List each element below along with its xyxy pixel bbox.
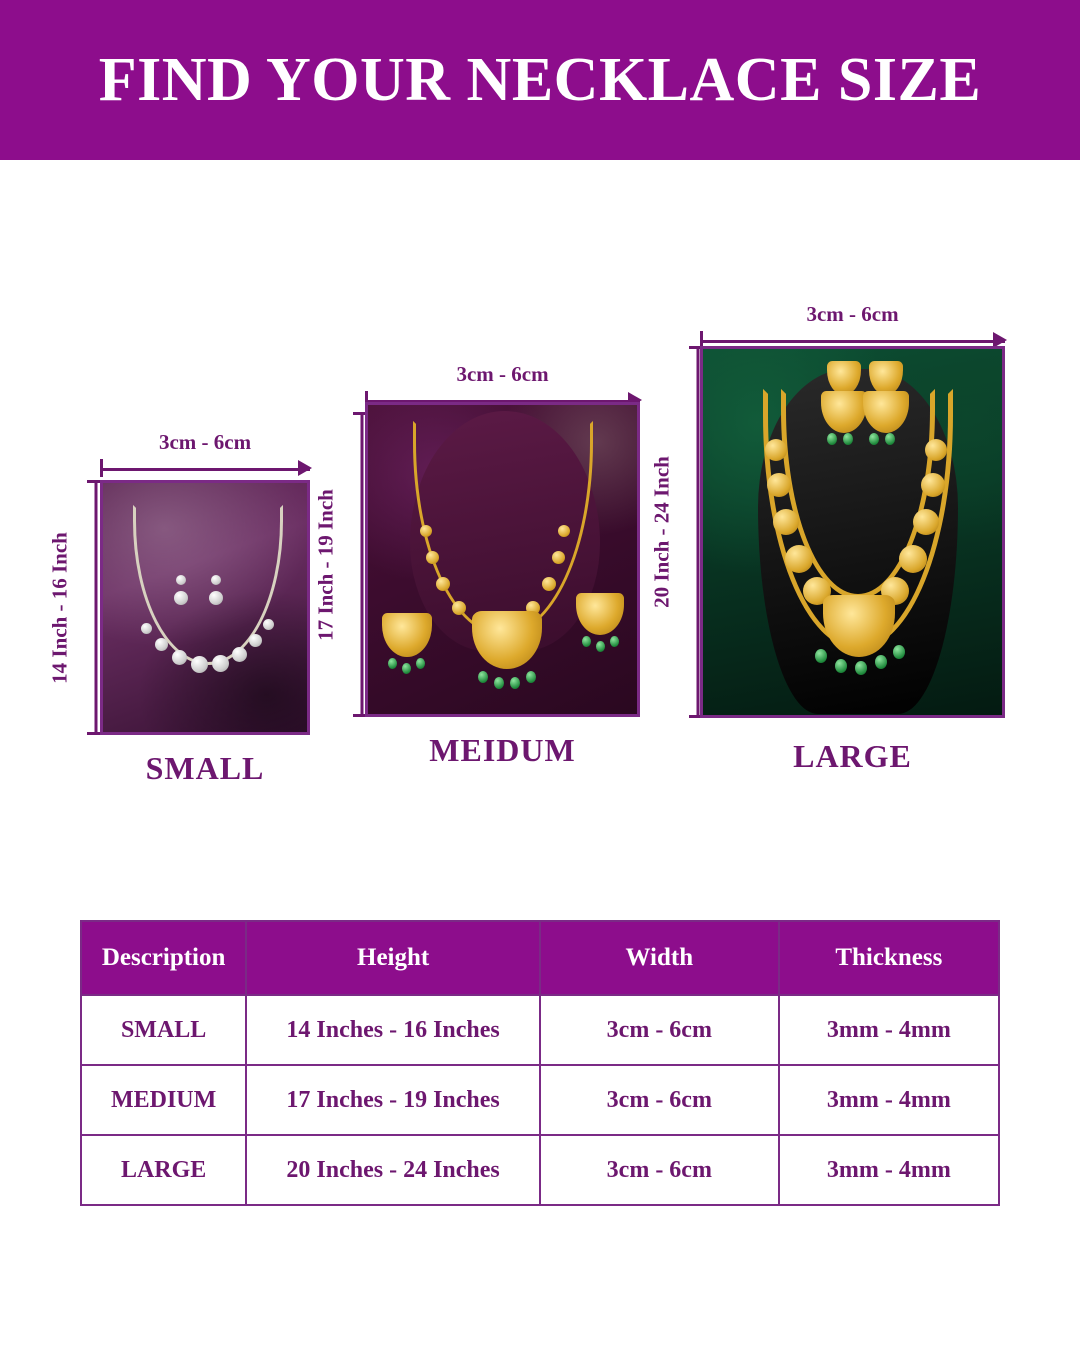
measure-line bbox=[361, 412, 364, 717]
measure-arrow-right bbox=[298, 460, 312, 476]
small-bead bbox=[232, 647, 247, 662]
large-green-drop bbox=[835, 659, 847, 673]
medium-earring-drop bbox=[596, 641, 605, 652]
table-cell-description: LARGE bbox=[81, 1135, 246, 1205]
large-necklace-photo bbox=[700, 346, 1005, 718]
small-necklace-photo bbox=[100, 480, 310, 735]
table-cell-thickness: 3mm - 4mm bbox=[779, 1135, 999, 1205]
table-row bbox=[81, 1065, 999, 1135]
medium-earring-drop bbox=[416, 658, 425, 669]
large-earring-drop bbox=[843, 433, 853, 445]
medium-green-drop bbox=[526, 671, 536, 683]
small-earring-left bbox=[176, 575, 186, 585]
small-bead bbox=[263, 619, 274, 630]
medium-earring-drop bbox=[582, 636, 591, 647]
large-green-drop bbox=[855, 661, 867, 675]
medium-earring-drop bbox=[402, 663, 411, 674]
small-bead bbox=[191, 656, 208, 673]
large-motif bbox=[773, 509, 799, 535]
medium-card-title: MEIDUM bbox=[429, 732, 576, 768]
large-green-drop bbox=[893, 645, 905, 659]
large-motif bbox=[785, 545, 813, 573]
table-cell-height: 20 Inches - 24 Inches bbox=[246, 1135, 540, 1205]
small-card-title: SMALL bbox=[145, 750, 265, 786]
table-cell-height: 14 Inches - 16 Inches bbox=[246, 995, 540, 1065]
measure-line bbox=[700, 340, 1005, 343]
medium-bead bbox=[558, 525, 570, 537]
large-earring-drop bbox=[869, 433, 879, 445]
size-cards bbox=[0, 290, 1080, 820]
small-height-label: 14 Inch - 16 Inch bbox=[47, 531, 72, 684]
medium-green-drop bbox=[494, 677, 504, 689]
large-motif bbox=[913, 509, 939, 535]
large-motif bbox=[921, 473, 945, 497]
small-bead bbox=[141, 623, 152, 634]
large-motif bbox=[899, 545, 927, 573]
small-bead bbox=[212, 655, 229, 672]
small-bead bbox=[172, 650, 187, 665]
medium-bead bbox=[542, 577, 556, 591]
large-card-title: LARGE bbox=[793, 738, 912, 774]
medium-green-drop bbox=[478, 671, 488, 683]
large-height-label: 20 Inch - 24 Inch bbox=[649, 456, 674, 608]
table-cell-thickness: 3mm - 4mm bbox=[779, 1065, 999, 1135]
medium-bead bbox=[426, 551, 439, 564]
size-table-wrapper bbox=[80, 920, 1000, 1206]
table-cell-description: SMALL bbox=[81, 995, 246, 1065]
table-row bbox=[81, 1135, 999, 1205]
table-header-description: Description bbox=[81, 921, 246, 995]
page-title: FIND YOUR NECKLACE SIZE bbox=[98, 45, 982, 114]
large-width-label: 3cm - 6cm bbox=[806, 302, 899, 326]
page-header bbox=[0, 0, 1080, 160]
small-earring-left bbox=[174, 591, 188, 605]
measure-line bbox=[95, 480, 98, 735]
small-bead bbox=[249, 634, 262, 647]
table-cell-description: MEDIUM bbox=[81, 1065, 246, 1135]
large-motif bbox=[767, 473, 791, 497]
large-motif bbox=[925, 439, 947, 461]
size-table-body bbox=[81, 995, 999, 1205]
size-table-head bbox=[81, 921, 999, 995]
medium-necklace-photo bbox=[365, 402, 640, 717]
table-header-thickness: Thickness bbox=[779, 921, 999, 995]
medium-bead bbox=[452, 601, 466, 615]
small-width-measure bbox=[100, 430, 310, 478]
medium-height-label: 17 Inch - 19 Inch bbox=[313, 488, 338, 641]
table-cell-width: 3cm - 6cm bbox=[540, 1065, 779, 1135]
table-cell-width: 3cm - 6cm bbox=[540, 1135, 779, 1205]
medium-green-drop bbox=[510, 677, 520, 689]
measure-cap-left bbox=[100, 459, 103, 477]
table-cell-height: 17 Inches - 19 Inches bbox=[246, 1065, 540, 1135]
medium-bead bbox=[436, 577, 450, 591]
table-row bbox=[81, 995, 999, 1065]
measure-line bbox=[100, 468, 310, 471]
large-motif bbox=[765, 439, 787, 461]
table-header-height: Height bbox=[246, 921, 540, 995]
medium-width-label: 3cm - 6cm bbox=[456, 362, 549, 386]
table-cell-width: 3cm - 6cm bbox=[540, 995, 779, 1065]
large-earring-drop bbox=[827, 433, 837, 445]
large-green-drop bbox=[815, 649, 827, 663]
small-earring-right bbox=[209, 591, 223, 605]
large-earring-drop bbox=[885, 433, 895, 445]
table-header-row bbox=[81, 921, 999, 995]
size-table bbox=[80, 920, 1000, 1206]
small-width-label: 3cm - 6cm bbox=[158, 430, 252, 454]
large-green-drop bbox=[875, 655, 887, 669]
medium-earring-drop bbox=[610, 636, 619, 647]
small-earring-right bbox=[211, 575, 221, 585]
table-cell-thickness: 3mm - 4mm bbox=[779, 995, 999, 1065]
small-bead bbox=[155, 638, 168, 651]
medium-bead bbox=[552, 551, 565, 564]
medium-earring-drop bbox=[388, 658, 397, 669]
table-header-width: Width bbox=[540, 921, 779, 995]
medium-bead bbox=[420, 525, 432, 537]
